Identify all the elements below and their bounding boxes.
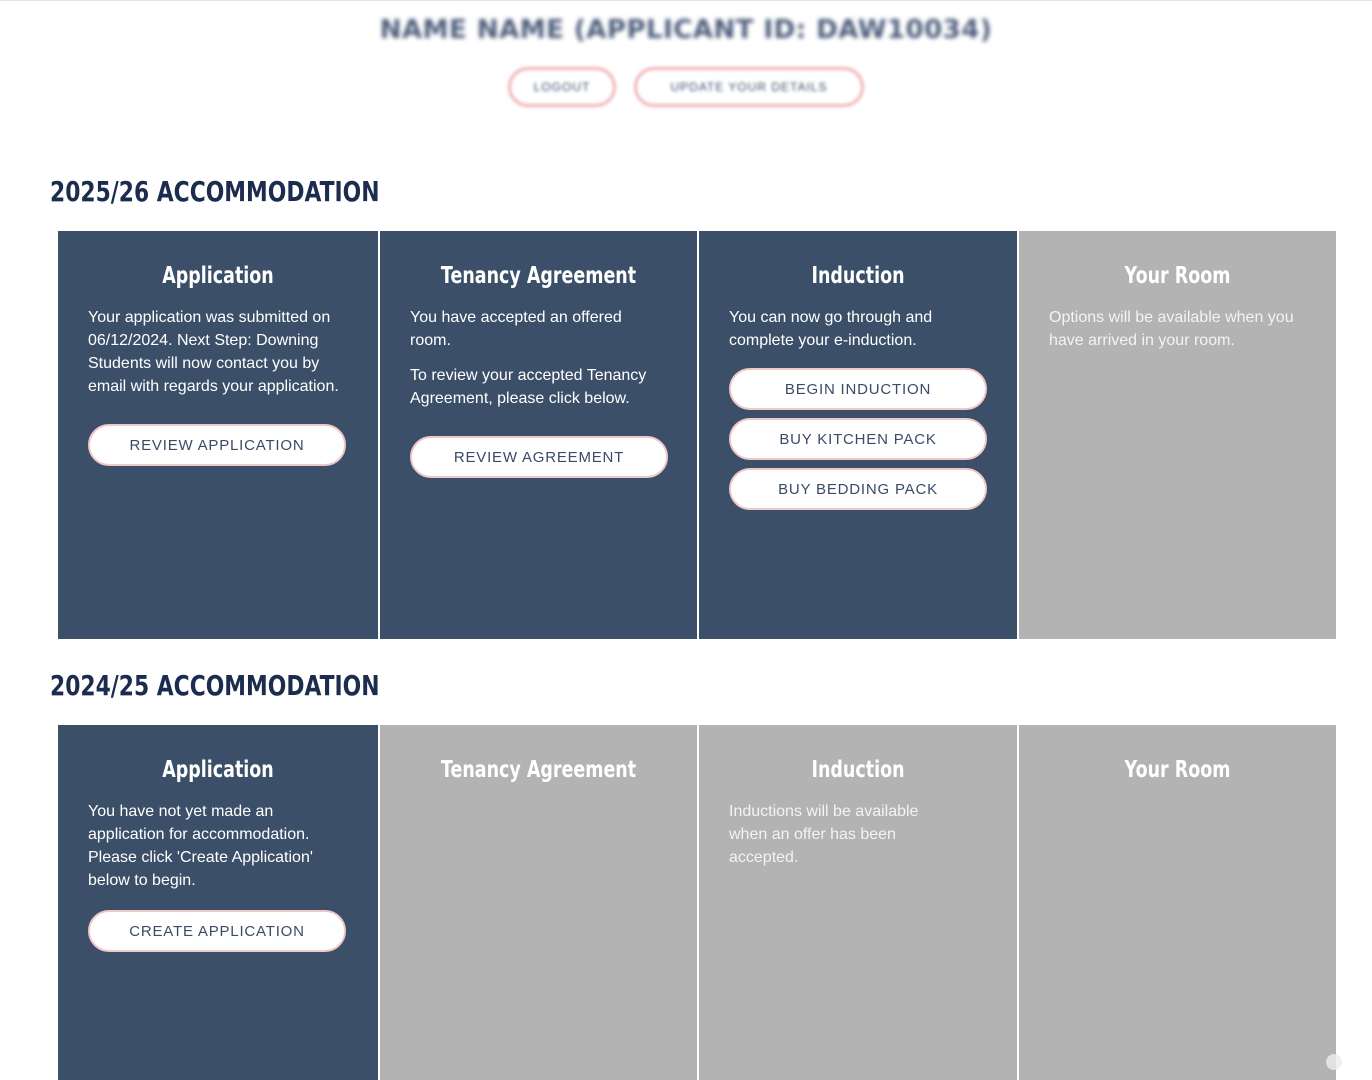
card-title: Application (162, 757, 274, 783)
update-details-button[interactable]: UPDATE YOUR DETAILS (634, 67, 864, 107)
card-title: Your Room (1124, 757, 1231, 783)
applicant-title: NAME NAME (APPLICANT ID: DAW10034) (379, 15, 993, 45)
begin-induction-button[interactable]: BEGIN INDUCTION (729, 368, 987, 410)
card-text: Inductions will be available when an offer has been accepted. (729, 803, 919, 866)
card-tenancy-agreement-2025-26 (378, 231, 697, 639)
create-application-button[interactable]: CREATE APPLICATION (88, 910, 346, 952)
card-title: Tenancy Agreement (440, 757, 637, 783)
review-application-button[interactable]: REVIEW APPLICATION (88, 424, 346, 466)
buy-kitchen-pack-button[interactable]: BUY KITCHEN PACK (729, 418, 987, 460)
card-your-room-2024-25 (1017, 725, 1336, 1080)
card-title: Application (162, 263, 274, 289)
section-title-2024-25: 2024/25 ACCOMMODATION (50, 669, 380, 702)
card-text: Options will be available when you have arrived in your room. (1049, 309, 1294, 349)
card-text: You have accepted an offered room. (410, 309, 622, 349)
card-title: Induction (811, 757, 905, 783)
card-application-2025-26 (58, 231, 378, 639)
accommodation-row-2025-26 (58, 231, 1336, 639)
card-tenancy-agreement-2024-25 (378, 725, 697, 1080)
card-induction-2025-26 (697, 231, 1017, 639)
corner-indicator-icon (1326, 1054, 1342, 1070)
card-text: To review your accepted Tenancy Agreement, please click below. (410, 367, 647, 407)
card-title: Induction (811, 263, 905, 289)
card-text: Your application was submitted on 06/12/2024. Next Step: Downing Students will now contact you by email with regards your application. (88, 309, 339, 395)
section-title-2025-26: 2025/26 ACCOMMODATION (50, 175, 380, 208)
card-text: You have not yet made an application for accommodation. Please click 'Create Application' below to begin. (88, 803, 313, 889)
card-title: Your Room (1124, 263, 1231, 289)
accommodation-row-2024-25 (58, 725, 1336, 1080)
header-actions (0, 67, 1372, 107)
logout-button[interactable]: LOGOUT (508, 67, 616, 107)
card-application-2024-25 (58, 725, 378, 1080)
buy-bedding-pack-button[interactable]: BUY BEDDING PACK (729, 468, 987, 510)
review-agreement-button[interactable]: REVIEW AGREEMENT (410, 436, 668, 478)
card-your-room-2025-26 (1017, 231, 1336, 639)
card-text: You can now go through and complete your e-induction. (729, 309, 933, 349)
card-induction-2024-25 (697, 725, 1017, 1080)
card-title: Tenancy Agreement (440, 263, 637, 289)
